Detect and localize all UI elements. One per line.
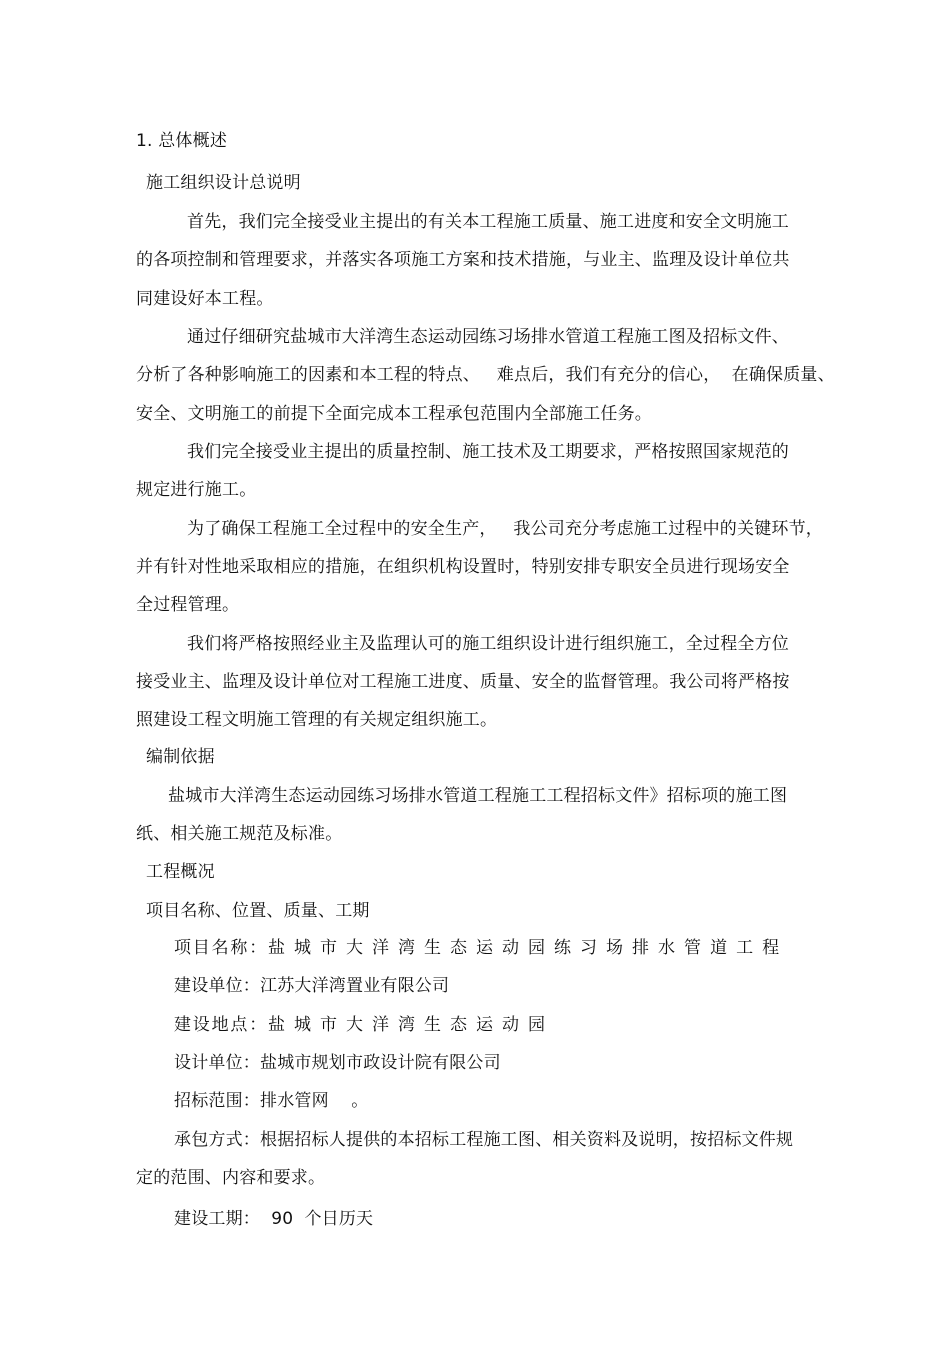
paragraph-line: 纸、相关施工规范及标准。 bbox=[136, 824, 343, 844]
paragraph-line: 规定进行施工。 bbox=[136, 480, 257, 500]
sub-heading-project-info: 项目名称、位置、质量、工期 bbox=[146, 901, 370, 921]
location-item: 建设地点：盐 城 市 大 洋 湾 生 态 运 动 园 bbox=[174, 1015, 547, 1035]
builder-item: 建设单位：江苏大洋湾置业有限公司 bbox=[174, 976, 450, 996]
paragraph-line: 盐城市大洋湾生态运动园练习场排水管道工程施工工程招标文件》招标项的施工图 bbox=[168, 786, 788, 806]
paragraph-line: 照建设工程文明施工管理的有关规定组织施工。 bbox=[136, 710, 498, 730]
paragraph-line: 并有针对性地采取相应的措施，在组织机构设置时，特别安排专职安全员进行现场安全 bbox=[136, 557, 790, 577]
project-name-item: 项目名称：盐 城 市 大 洋 湾 生 态 运 动 园 练 习 场 排 水 管 道 工 程 bbox=[174, 938, 781, 958]
paragraph-line: 我们将严格按照经业主及监理认可的施工组织设计进行组织施工，全过程全方位 bbox=[187, 634, 789, 654]
scope-item: 招标范围：排水管网 。 bbox=[174, 1091, 369, 1111]
sub-heading-construction-design: 施工组织设计总说明 bbox=[146, 173, 301, 193]
paragraph-line: 的各项控制和管理要求，并落实各项施工方案和技术措施，与业主、监理及设计单位共 bbox=[136, 250, 790, 270]
paragraph-line: 我们完全接受业主提出的质量控制、施工技术及工期要求，严格按照国家规范的 bbox=[187, 442, 789, 462]
section-heading: 1. 总体概述 bbox=[136, 131, 228, 151]
paragraph-line: 接受业主、监理及设计单位对工程施工进度、质量、安全的监督管理。我公司将严格按 bbox=[136, 672, 790, 692]
designer-item: 设计单位：盐城市规划市政设计院有限公司 bbox=[174, 1053, 501, 1073]
paragraph-line: 同建设好本工程。 bbox=[136, 289, 274, 309]
sub-heading-overview: 工程概况 bbox=[146, 862, 215, 882]
contract-item-continued: 定的范围、内容和要求。 bbox=[136, 1168, 326, 1188]
paragraph-line: 安全、文明施工的前提下全面完成本工程承包范围内全部施工任务。 bbox=[136, 404, 652, 424]
paragraph-line: 为了确保工程施工全过程中的安全生产， 我公司充分考虑施工过程中的关键环节， bbox=[187, 519, 824, 539]
paragraph-line: 首先，我们完全接受业主提出的有关本工程施工质量、施工进度和安全文明施工 bbox=[187, 212, 789, 232]
contract-item: 承包方式：根据招标人提供的本招标工程施工图、相关资料及说明，按招标文件规 bbox=[174, 1130, 794, 1150]
paragraph-line: 通过仔细研究盐城市大洋湾生态运动园练习场排水管道工程施工图及招标文件、 bbox=[187, 327, 789, 347]
paragraph-line: 分析了各种影响施工的因素和本工程的特点、 难点后，我们有充分的信心， 在确保质量、 bbox=[136, 365, 835, 385]
duration-item: 建设工期： 90 个日历天 bbox=[174, 1209, 374, 1229]
sub-heading-basis: 编制依据 bbox=[146, 747, 215, 767]
paragraph-line: 全过程管理。 bbox=[136, 595, 240, 615]
